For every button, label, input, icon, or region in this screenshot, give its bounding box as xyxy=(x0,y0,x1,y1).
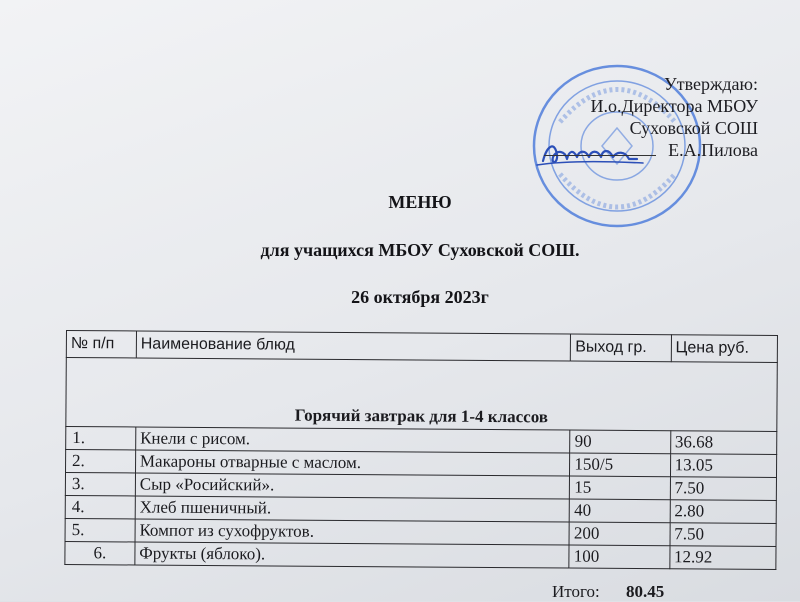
header-number: № п/п xyxy=(66,331,136,358)
header-yield: Выход гр. xyxy=(571,334,671,362)
row-dish-name: Сыр «Росийский». xyxy=(135,473,570,499)
approval-block xyxy=(544,73,758,161)
total-label: Итого: xyxy=(552,582,600,601)
row-price: 13.05 xyxy=(670,454,777,478)
row-number: 6. xyxy=(65,541,135,564)
row-yield: 90 xyxy=(570,430,670,454)
row-dish-name: Кнели с рисом. xyxy=(136,427,571,453)
total-value: 80.45 xyxy=(626,582,665,601)
row-yield: 150/5 xyxy=(570,453,670,477)
group-title: Горячий завтрак для 1-4 классов xyxy=(66,358,777,432)
row-dish-name: Макароны отварные с маслом. xyxy=(135,450,570,476)
approval-label: Утверждаю: xyxy=(663,74,758,94)
row-price: 7.50 xyxy=(670,477,777,501)
menu-table xyxy=(64,330,778,570)
row-number: 5. xyxy=(65,518,135,541)
row-yield: 200 xyxy=(569,522,669,546)
approval-school: Суховской СОШ xyxy=(629,118,758,138)
row-dish-name: Хлеб пшеничный. xyxy=(135,496,570,522)
row-price: 12.92 xyxy=(669,546,776,570)
page-title: МЕНЮ xyxy=(388,192,452,212)
table-group-row xyxy=(66,358,777,432)
row-price: 2.80 xyxy=(670,500,777,524)
approval-position: И.о.Директора МБОУ xyxy=(590,96,758,116)
row-yield: 100 xyxy=(569,545,669,569)
row-number: 3. xyxy=(65,473,135,496)
row-dish-name: Компот из сухофруктов. xyxy=(135,519,570,545)
table-row xyxy=(65,541,776,569)
signature-line xyxy=(544,139,656,156)
header-dish-name: Наименование блюд xyxy=(136,331,571,361)
row-yield: 15 xyxy=(570,476,670,500)
row-yield: 40 xyxy=(570,499,670,523)
row-number: 2. xyxy=(66,450,136,473)
total-line xyxy=(552,582,664,602)
approval-signer: Е.А.Пилова xyxy=(668,140,758,160)
row-price: 7.50 xyxy=(670,523,777,547)
row-number: 1. xyxy=(66,427,136,450)
row-price: 36.68 xyxy=(670,431,777,455)
menu-date: 26 октября 2023г xyxy=(351,287,489,307)
approval-signer-line xyxy=(544,139,758,161)
row-dish-name: Фрукты (яблоко). xyxy=(135,542,570,568)
page-subtitle: для учащихся МБОУ Суховской СОШ. xyxy=(260,240,580,260)
header-price: Цена руб. xyxy=(671,335,778,363)
row-number: 4. xyxy=(65,495,135,518)
